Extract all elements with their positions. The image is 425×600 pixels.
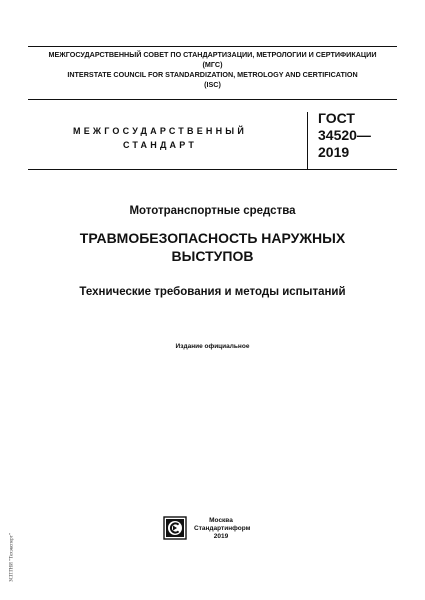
title-main bbox=[28, 229, 397, 265]
standard-type-line1: МЕЖГОСУДАРСТВЕННЫЙ bbox=[73, 126, 247, 136]
standard-type bbox=[62, 124, 258, 152]
gost-line3: 2019 bbox=[318, 144, 350, 160]
standard-bottom-rule bbox=[28, 169, 397, 170]
standartinform-logo-icon bbox=[163, 516, 187, 540]
standard-type-line2: СТАНДАРТ bbox=[122, 140, 198, 150]
council-ru-line1: МЕЖГОСУДАРСТВЕННЫЙ СОВЕТ ПО СТАНДАРТИЗАЦИИ, МЕТРОЛОГИИ И СЕРТИФИКАЦИИ bbox=[48, 50, 377, 59]
edition-label: Издание официальное bbox=[175, 343, 250, 350]
gost-number bbox=[318, 110, 388, 161]
council-header bbox=[28, 50, 397, 90]
council-ru-line2: (МГС) bbox=[202, 60, 223, 69]
publisher-year: 2019 bbox=[213, 533, 229, 540]
publisher-block bbox=[194, 517, 251, 541]
title-main-line2: ВЫСТУПОВ bbox=[171, 248, 254, 264]
side-stamp: ЗСПТНИ "Техэксперт" bbox=[9, 533, 15, 582]
header-top-rule bbox=[28, 46, 397, 47]
gost-line2: 34520— bbox=[318, 127, 371, 143]
council-en-line1: INTERSTATE COUNCIL FOR STANDARDIZATION, METROLOGY AND CERTIFICATION bbox=[67, 70, 358, 79]
header-bottom-rule bbox=[28, 99, 397, 100]
gost-divider bbox=[307, 112, 308, 169]
gost-line1: ГОСТ bbox=[318, 110, 355, 126]
title-subtitle: Технические требования и методы испытаний bbox=[79, 286, 346, 298]
title-main-line1: ТРАВМОБЕЗОПАСНОСТЬ НАРУЖНЫХ bbox=[79, 230, 346, 246]
publisher-city: Москва bbox=[209, 517, 233, 524]
publisher-name: Стандартинформ bbox=[194, 525, 251, 532]
title-subject: Мототранспортные средства bbox=[129, 205, 296, 217]
council-en-line2: (ISC) bbox=[204, 80, 221, 89]
